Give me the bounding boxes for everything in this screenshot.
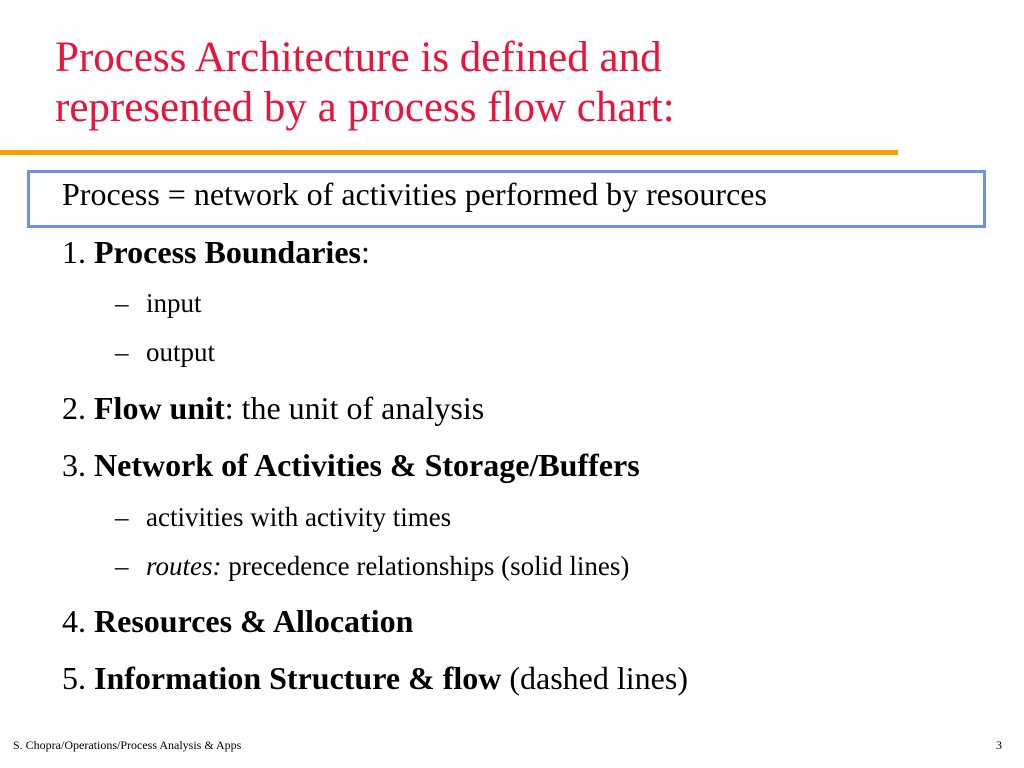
item-text: : <box>360 234 370 270</box>
item-number: 5. <box>62 660 94 696</box>
footer-credit: S. Chopra/Operations/Process Analysis & Apps <box>13 738 242 752</box>
sub-item-text <box>146 553 629 580</box>
routes-text: precedence relationships (solid lines) <box>221 551 630 581</box>
page-number: 3 <box>996 738 1002 752</box>
item-resources-allocation <box>62 605 413 637</box>
routes-label: routes: <box>146 551 222 581</box>
item-text: : the unit of analysis <box>224 390 485 426</box>
dash-bullet: – <box>115 288 129 318</box>
sub-item-text: output <box>146 337 216 367</box>
item-network-of-activities <box>62 449 640 481</box>
item-flow-unit <box>62 392 484 424</box>
item-number: 3. <box>62 447 94 483</box>
item-information-structure <box>62 662 688 694</box>
item-number: 1. <box>62 234 94 270</box>
dash-bullet: – <box>115 337 129 367</box>
item-heading: Information Structure & flow <box>94 660 502 696</box>
item-process-boundaries <box>62 236 370 268</box>
item-heading: Process Boundaries <box>94 234 361 270</box>
item-text: (dashed lines) <box>501 660 688 696</box>
definition-text: Process = network of activities performed by resources <box>62 176 767 212</box>
title-underline <box>0 150 898 155</box>
item-heading: Network of Activities & Storage/Buffers <box>94 447 640 483</box>
dash-bullet: – <box>115 551 129 581</box>
title-line-2: represented by a process flow chart: <box>55 84 675 131</box>
item-heading: Resources & Allocation <box>94 603 414 639</box>
title-line-1: Process Architecture is defined and <box>55 34 662 81</box>
sub-item-text: activities with activity times <box>146 502 452 532</box>
item-number: 2. <box>62 390 94 426</box>
sub-item-text: input <box>146 288 202 318</box>
item-number: 4. <box>62 603 94 639</box>
dash-bullet: – <box>115 502 129 532</box>
slide-title <box>55 33 955 133</box>
item-heading: Flow unit <box>94 390 225 426</box>
